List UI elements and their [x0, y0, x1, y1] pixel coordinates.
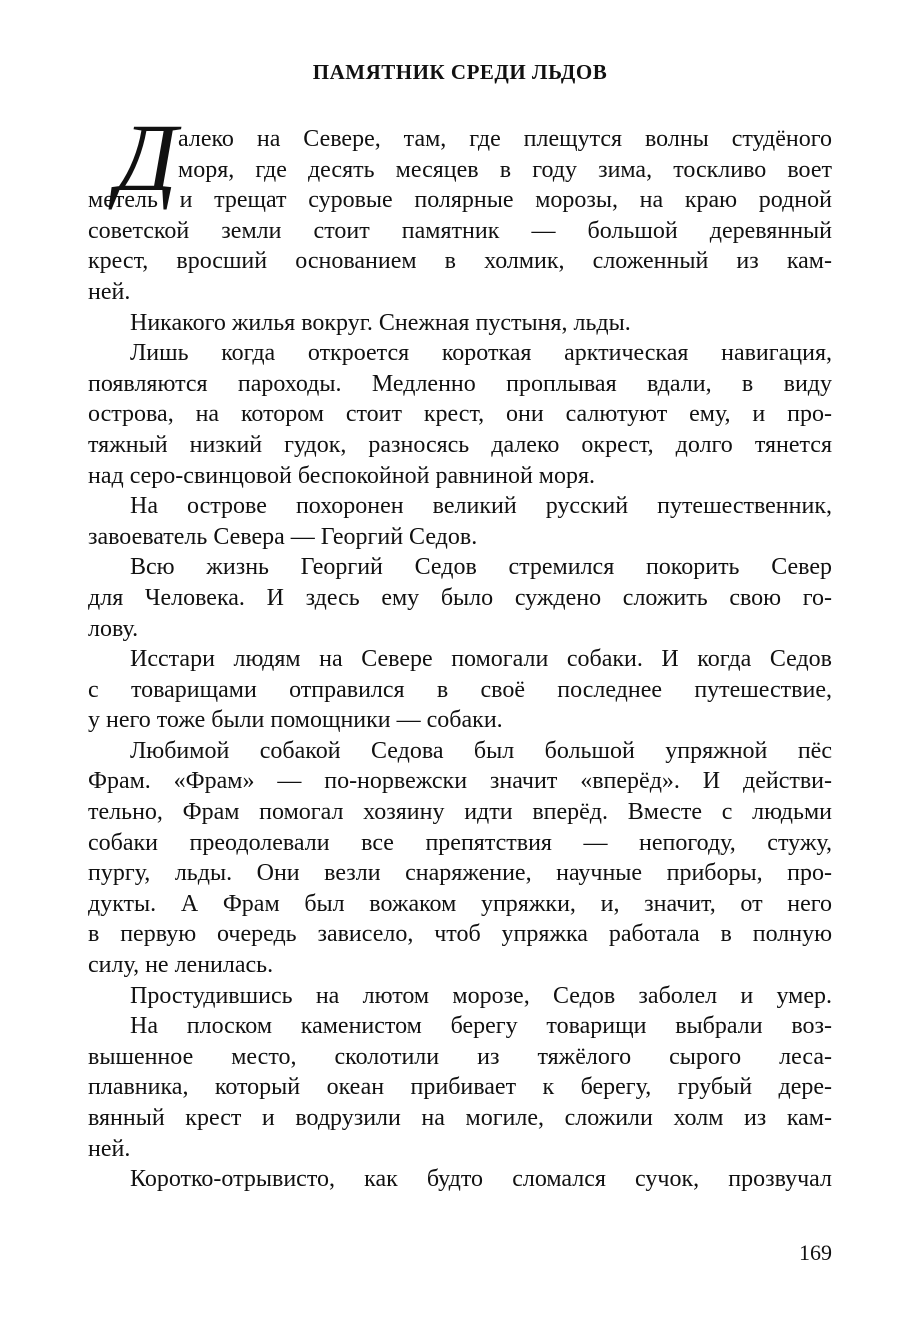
text-line: в первую очередь зависело, чтоб упряжка работала в полную — [88, 921, 832, 948]
text-line: моря, где десять месяцев в году зима, тоскливо воет — [178, 156, 832, 183]
body-text — [88, 104, 832, 1195]
text-line: тяжный низкий гудок, разносясь далеко окрест, долго тянется — [88, 431, 832, 458]
drop-cap-letter: Д — [116, 104, 176, 211]
text-line: завоеватель Севера — Георгий Седов. — [88, 523, 478, 550]
text-line: Никакого жилья вокруг. Снежная пустыня, льды. — [130, 309, 631, 336]
book-page — [88, 0, 832, 1321]
page-number: 169 — [799, 1240, 832, 1265]
text-line: ней. — [88, 1135, 131, 1162]
text-line: вышенное место, сколотили из тяжёлого сырого леса- — [88, 1043, 832, 1070]
text-line: Фрам. «Фрам» — по-норвежски значит «вперёд». И действи- — [88, 768, 832, 795]
text-line: собаки преодолевали все препятствия — непогоду, стужу, — [88, 829, 832, 856]
text-line: тельно, Фрам помогал хозяину идти вперёд. Вместе с людьми — [88, 799, 832, 826]
text-line: пургу, льды. Они везли снаряжение, научные приборы, про- — [88, 860, 832, 887]
text-line: советской земли стоит памятник — большой деревянный — [88, 217, 832, 244]
text-line: у него тоже были помощники — собаки. — [88, 707, 503, 734]
text-line: На острове похоронен великий русский путешественник, — [130, 493, 832, 520]
text-line: Коротко-отрывисто, как будто сломался сучок, прозвучал — [130, 1166, 832, 1193]
text-line: вянный крест и водрузили на могиле, сложили холм из кам- — [88, 1105, 832, 1131]
text-line: силу, не ленилась. — [88, 952, 274, 979]
text-line: Всю жизнь Георгий Седов стремился покорить Север — [130, 554, 832, 581]
text-line: На плоском каменистом берегу товарищи выбрали воз- — [130, 1013, 832, 1040]
text-line: появляются пароходы. Медленно проплывая вдали, в виду — [88, 370, 832, 397]
text-line: Любимой собакой Седова был большой упряжной пёс — [130, 737, 832, 764]
chapter-title: ПАМЯТНИК СРЕДИ ЛЬДОВ — [312, 60, 608, 84]
text-line: над серо-свинцовой беспокойной равниной моря. — [88, 462, 596, 489]
text-line: лову. — [88, 615, 139, 642]
text-line: Исстари людям на Севере помогали собаки. И когда Седов — [130, 646, 832, 673]
text-line: дукты. А Фрам был вожаком упряжки, и, значит, от него — [88, 890, 832, 917]
text-line: метель и трещат суровые полярные морозы, на краю родной — [88, 187, 832, 214]
text-line: Простудившись на лютом морозе, Седов заболел и умер. — [130, 982, 832, 1009]
text-line: Лишь когда откроется короткая арктическая навигация, — [130, 340, 832, 367]
text-line: с товарищами отправился в своё последнее путешествие, — [88, 676, 832, 703]
text-line: плавника, который океан прибивает к берегу, грубый дере- — [88, 1074, 832, 1101]
text-line: алеко на Севере, там, где плещутся волны студёного — [178, 126, 832, 152]
text-line: ней. — [88, 278, 131, 305]
text-line: для Человека. И здесь ему было суждено сложить свою го- — [88, 584, 832, 611]
text-line: крест, вросший основанием в холмик, сложенный из кам- — [88, 248, 832, 275]
text-line: острова, на котором стоит крест, они салютуют ему, и про- — [88, 401, 832, 428]
